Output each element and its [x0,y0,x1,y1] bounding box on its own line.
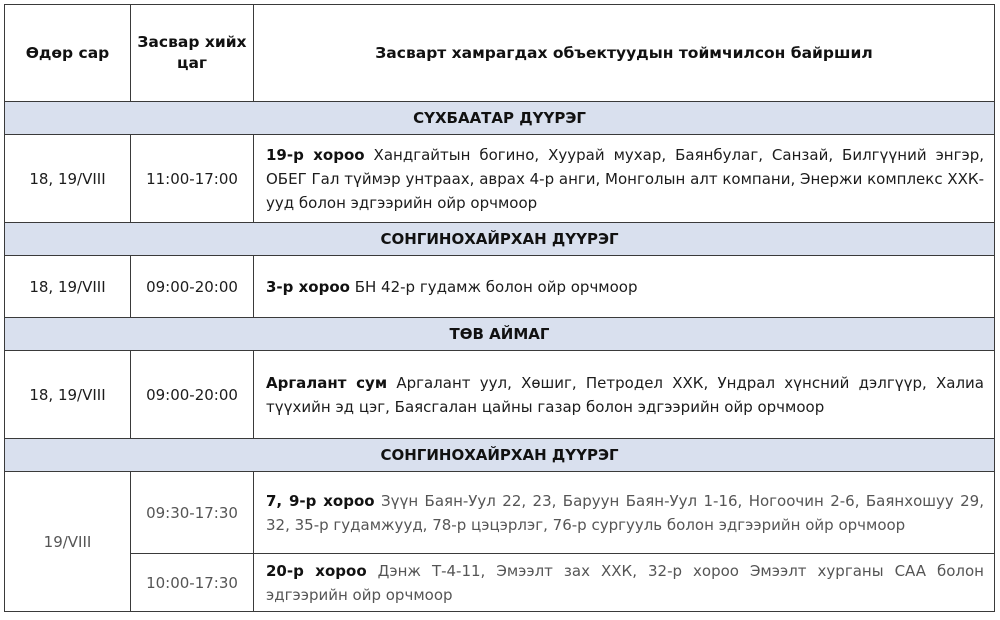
table-row [5,256,995,318]
khoroo-label: 19-р хороо [266,145,365,164]
table-row [5,135,995,223]
district-label: ТӨВ АЙМАГ [5,318,995,351]
location-text: Аргалант уул, Хөшиг, Петродел ХХК, Ундрал хүнсний дэлгүүр, Халиа түүхийн эд цэг, Баясгалан цайны газар болон эдгээрийн ойр орчмоор [266,373,984,416]
time-cell: 09:30-17:30 [131,472,254,554]
time-cell: 10:00-17:30 [131,554,254,612]
date-cell: 18, 19/VIII [5,135,131,223]
location-text: Зүүн Баян-Уул 22, 23, Баруун Баян-Уул 1-16, Ногоочин 2-6, Баянхошуу 29, 32, 35-р гудамжууд, 78-р цэцэрлэг, 76-р сургууль болон эдгээрийн ойр орчмоор [266,491,984,534]
header-time: Засвар хийх цаг [131,5,254,102]
time-cell: 09:00-20:00 [131,256,254,318]
time-cell: 09:00-20:00 [131,351,254,439]
date-cell: 18, 19/VIII [5,351,131,439]
header-date: Өдөр сар [5,5,131,102]
table-row [5,472,995,554]
date-cell: 18, 19/VIII [5,256,131,318]
khoroo-label: 3-р хороо [266,277,350,296]
location-cell [254,135,995,223]
location-cell [254,256,995,318]
district-label: СОНГИНОХАЙРХАН ДҮҮРЭГ [5,439,995,472]
khoroo-label: 20-р хороо [266,561,367,580]
location-text: Хандгайтын богино, Хуурай мухар, Баянбулаг, Санзай, Билгүүний энгэр, ОБЕГ Гал түймэр унтраах, аврах 4-р анги, Монголын алт компани, Энержи комплекс ХХК-ууд болон эдгээрийн ойр орчмоор [266,145,985,212]
location-text: БН 42-р гудамж болон ойр орчмоор [349,277,638,296]
khoroo-label: Аргалант сум [266,373,388,392]
location-cell [254,351,995,439]
district-label: СОНГИНОХАЙРХАН ДҮҮРЭГ [5,223,995,256]
time-cell: 11:00-17:00 [131,135,254,223]
schedule-table [4,4,995,612]
district-label: СҮХБААТАР ДҮҮРЭГ [5,102,995,135]
location-cell [254,472,995,554]
khoroo-label: 7, 9-р хороо [266,491,375,510]
header-row [5,5,995,102]
district-row [5,439,995,472]
table-row [5,554,995,612]
table-row [5,351,995,439]
location-text: Дэнж Т-4-11, Эмээлт зах ХХК, 32-р хороо Эмээлт хурганы СAA болон эдгээрийн ойр орчмоор [266,561,984,604]
district-row [5,102,995,135]
district-row [5,318,995,351]
location-cell [254,554,995,612]
header-location: Засварт хамрагдах объектуудын тоймчилсон байршил [254,5,995,102]
date-cell: 19/VIII [5,472,131,612]
district-row [5,223,995,256]
